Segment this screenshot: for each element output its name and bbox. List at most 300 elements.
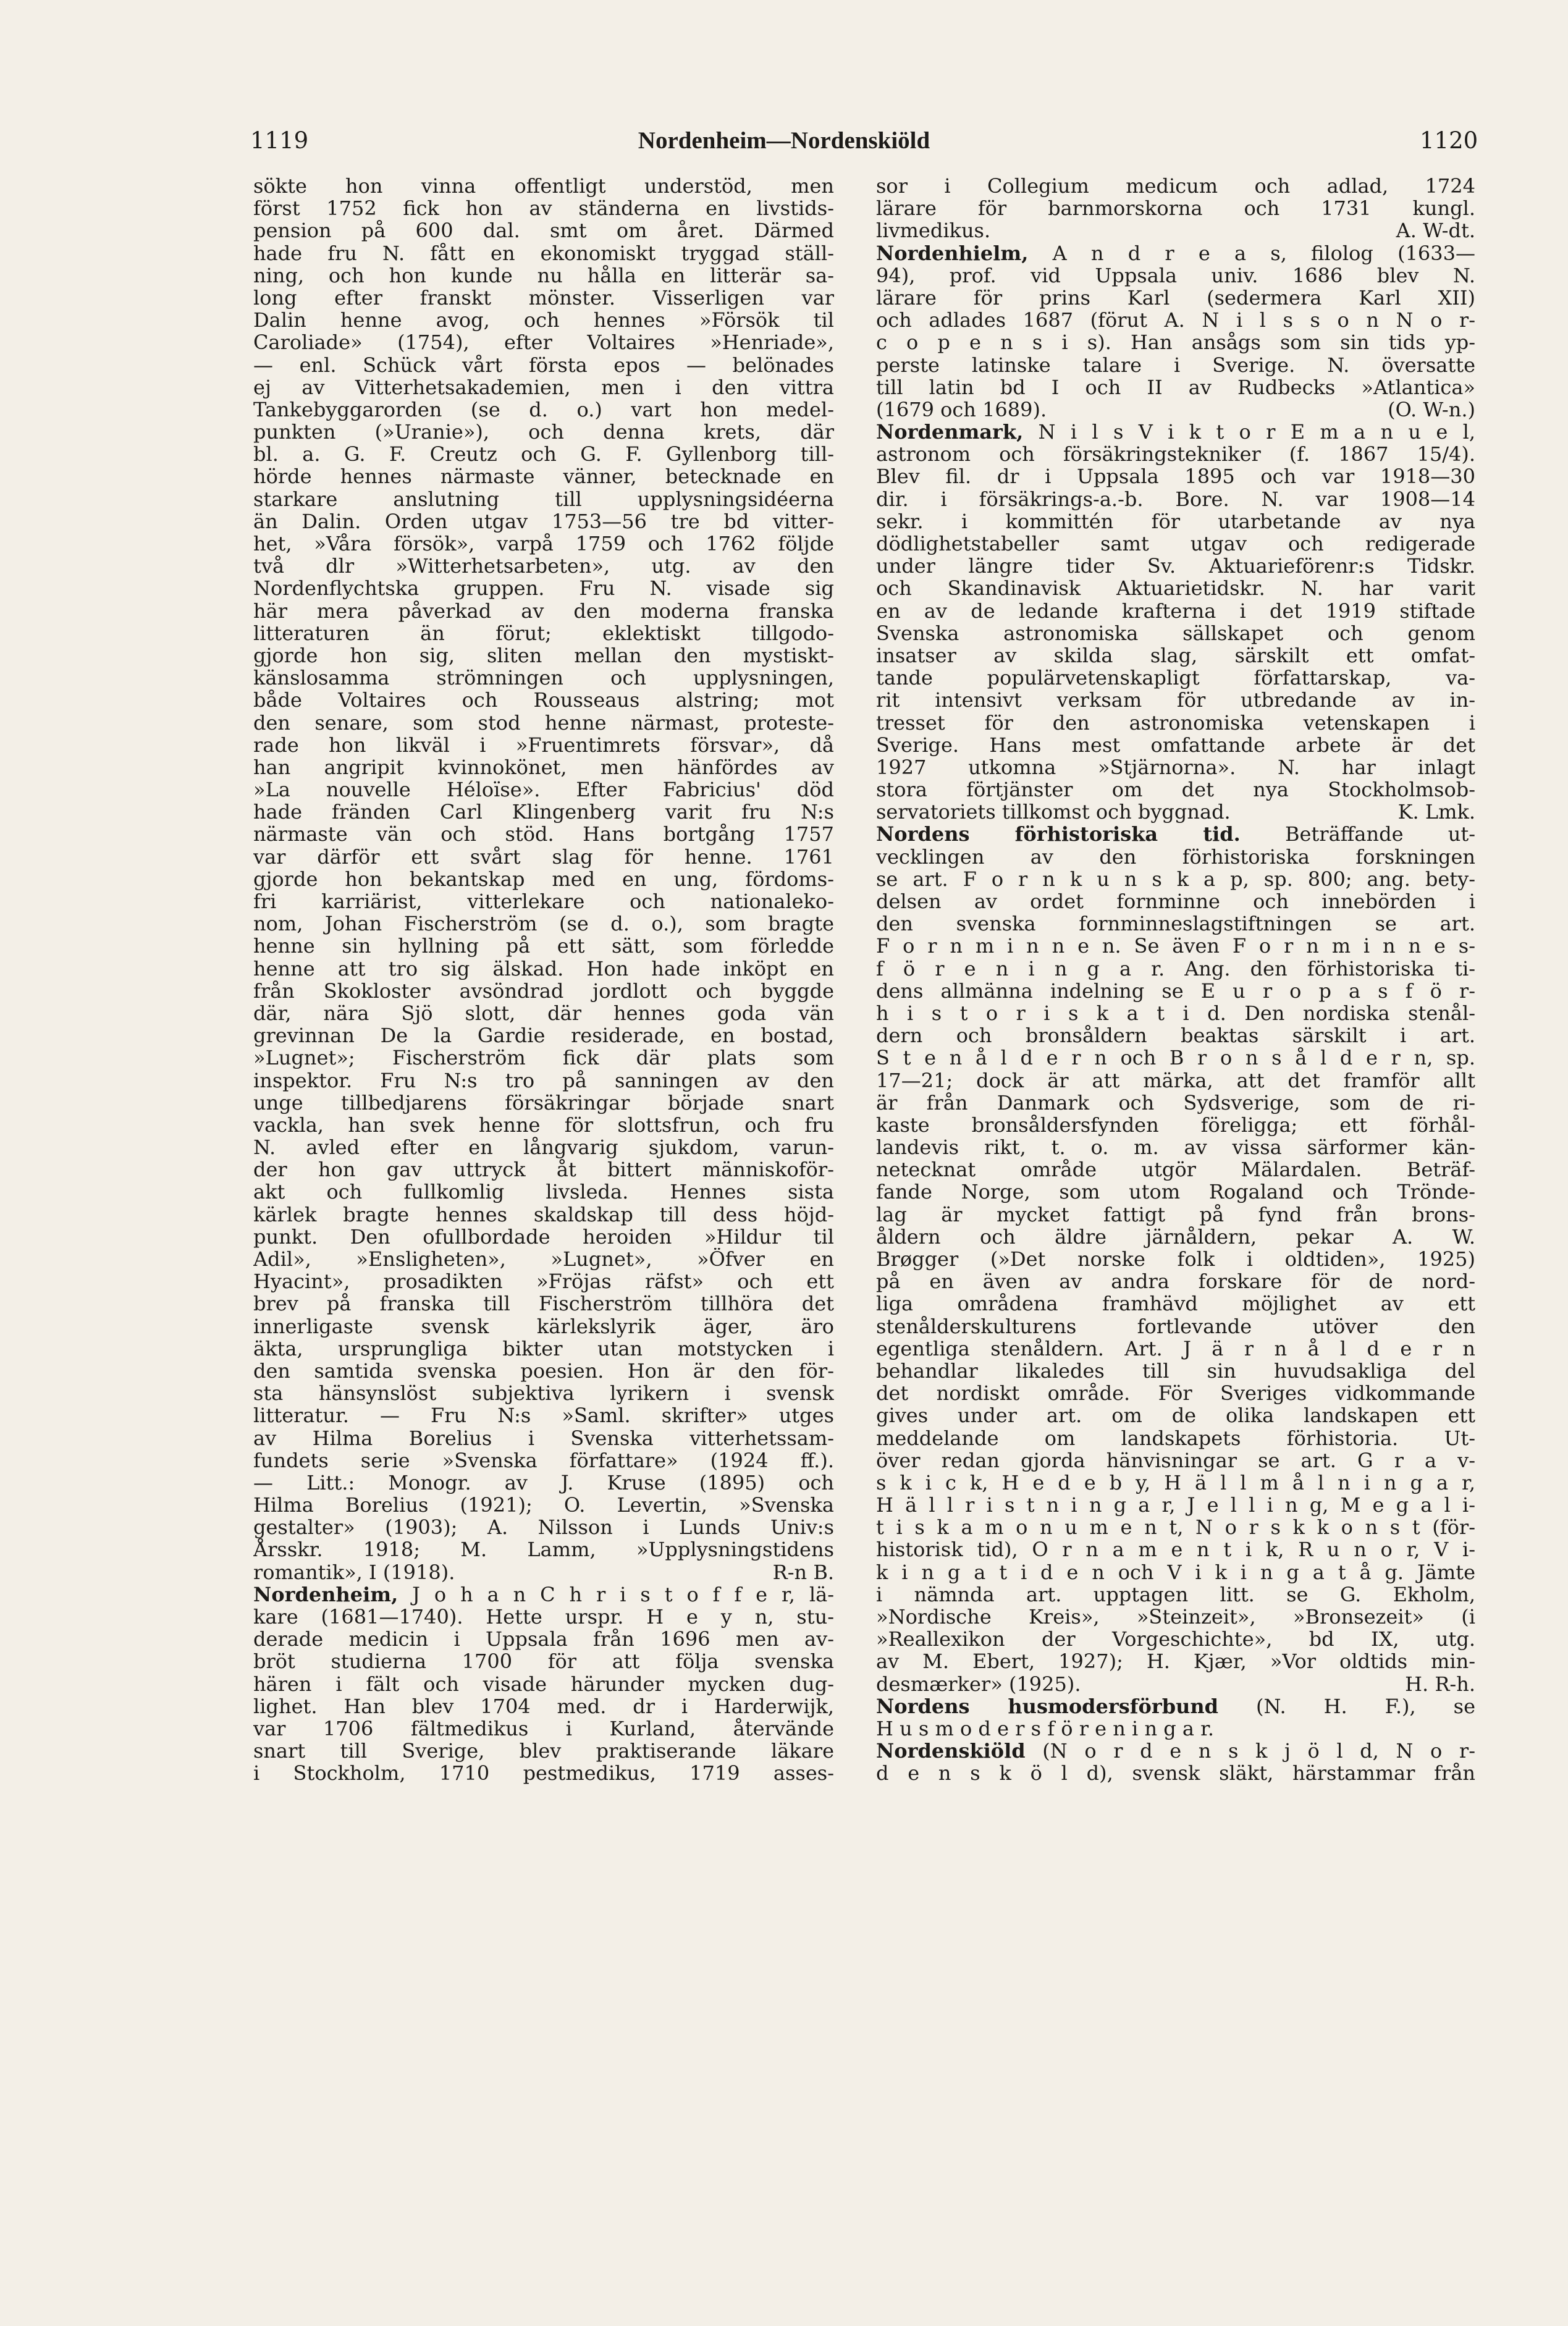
text-line xyxy=(253,488,834,510)
text-line xyxy=(253,1181,834,1203)
line-text: litteratur. — Fru N:s »Saml. skrifter» utges xyxy=(253,1404,834,1427)
line-text: hade fränden Carl Klingenberg varit fru N:s xyxy=(253,801,834,824)
line-text: där, nära Sjö slott, där hennes goda vän xyxy=(253,1001,834,1025)
line-text: punkt. Den ofullbordade heroiden »Hildur til xyxy=(253,1225,834,1248)
text-line xyxy=(876,331,1475,353)
author-signature: K. Lmk. xyxy=(1397,801,1475,824)
text-line xyxy=(876,1494,1475,1516)
text-line xyxy=(253,175,834,197)
text-line xyxy=(253,1338,834,1360)
text-line xyxy=(876,1069,1475,1092)
line-text: (1679 och 1689). xyxy=(876,398,1047,421)
line-text: Svenska astronomiska sällskapet och genom xyxy=(876,622,1475,644)
text-line xyxy=(876,1315,1475,1338)
line-text: lärare för barnmorskorna och 1731 kungl. xyxy=(876,197,1475,220)
line-text: över redan gjorda hänvisningar se art. G r a v- xyxy=(876,1449,1475,1472)
line-text: starkare anslutning till upplysningsidéerna xyxy=(253,487,834,510)
line-text: netecknat område utgör Mälardalen. Beträf- xyxy=(876,1158,1475,1181)
text-line xyxy=(253,1136,834,1158)
line-text: N. avled efter en långvarig sjukdom, varun- xyxy=(253,1136,834,1159)
text-line xyxy=(876,488,1475,510)
author-signature: R-n B. xyxy=(772,1561,834,1583)
text-line xyxy=(253,219,834,242)
line-text: lag är mycket fattigt på fynd från brons- xyxy=(876,1203,1475,1226)
line-text: dern och bronsåldern beaktas särskilt i art. xyxy=(876,1024,1475,1047)
text-line xyxy=(876,1561,1475,1583)
text-line xyxy=(876,264,1475,287)
line-text: sökte hon vinna offentligt understöd, men xyxy=(253,175,834,198)
line-text: kaste bronsåldersfynden föreligga; ett förhål- xyxy=(876,1113,1475,1137)
line-text: den samtida svenska poesien. Hon är den för- xyxy=(253,1359,834,1383)
line-text: servatoriets tillkomst och byggnad. xyxy=(876,801,1231,824)
line-text: först 1752 fick hon av ständerna en livstids- xyxy=(253,197,834,220)
text-line xyxy=(876,287,1475,309)
text-line xyxy=(253,958,834,980)
line-text: vackla, han svek henne för slottsfrun, och fru xyxy=(253,1113,834,1137)
line-text: long efter franskt mönster. Visserligen var xyxy=(253,286,834,310)
line-text: dir. i försäkrings-a.-b. Bore. N. var 1908—14 xyxy=(876,487,1475,510)
line-text: och Skandinavisk Aktuarietidskr. N. har varit xyxy=(876,577,1475,600)
text-line xyxy=(253,1114,834,1136)
text-line xyxy=(876,376,1475,398)
text-line xyxy=(253,354,834,376)
text-line xyxy=(253,890,834,912)
text-line xyxy=(253,421,834,443)
line-text: brev på franska till Fischerström tillhöra det xyxy=(253,1292,834,1315)
line-text: lärare för prins Karl (sedermera Karl XII) xyxy=(876,286,1475,310)
right-column xyxy=(876,175,1475,1785)
text-line xyxy=(876,443,1475,465)
entry-first-line xyxy=(253,1583,834,1606)
line-text: tresset för den astronomiska vetenskapen i xyxy=(876,711,1475,734)
text-line xyxy=(876,1226,1475,1248)
line-text: der hon gav uttryck åt bittert människoför- xyxy=(253,1158,834,1181)
line-text: henne sin hyllning på ett sätt, som förledde xyxy=(253,935,834,958)
line-text: den senare, som stod henne närmast, proteste- xyxy=(253,711,834,734)
text-line xyxy=(876,1338,1475,1360)
text-line xyxy=(876,846,1475,868)
text-line xyxy=(876,1158,1475,1181)
line-text: under längre tider Sv. Aktuarieförenr:s Tidskr. xyxy=(876,555,1475,578)
text-line xyxy=(253,1762,834,1784)
text-line xyxy=(253,1404,834,1426)
line-text: A n d r e a s, filolog (1633— xyxy=(1028,242,1475,264)
text-line xyxy=(253,577,834,599)
text-line xyxy=(253,1628,834,1650)
line-text: av M. Ebert, 1927); H. Kjær, »Vor oldtids min- xyxy=(876,1650,1475,1673)
text-line xyxy=(253,1538,834,1561)
text-line xyxy=(253,644,834,667)
text-line xyxy=(876,980,1475,1002)
line-text: det nordiskt område. För Sveriges vidkommande xyxy=(876,1382,1475,1405)
text-line xyxy=(253,1226,834,1248)
text-line xyxy=(253,823,834,845)
line-text: Brøgger (»Det norske folk i oldtiden», 1925) xyxy=(876,1248,1475,1271)
line-text: gjorde hon bekantskap med en ung, fördoms- xyxy=(253,867,834,890)
line-text: Hilma Borelius (1921); O. Levertin, »Svenska xyxy=(253,1494,834,1517)
line-text: innerligaste svensk kärlekslyrik äger, äro xyxy=(253,1315,834,1338)
line-text: nom, Johan Fischerström (se d. o.), som bragte xyxy=(253,912,834,935)
text-line xyxy=(876,1628,1475,1650)
text-line xyxy=(253,533,834,555)
line-text: han angripit kvinnokönet, men hänfördes av xyxy=(253,756,834,779)
text-line xyxy=(253,1427,834,1449)
line-text: 17—21; dock är att märka, att det framför allt xyxy=(876,1069,1475,1092)
text-line xyxy=(253,622,834,644)
text-line xyxy=(876,1427,1475,1449)
text-line xyxy=(253,1315,834,1338)
line-text: ej av Vitterhetsakademien, men i den vittra xyxy=(253,376,834,398)
text-line xyxy=(253,242,834,264)
line-text: grevinnan De la Gardie residerade, en bostad, xyxy=(253,1024,834,1047)
text-line xyxy=(253,510,834,533)
entry-headword: Nordens husmodersförbund xyxy=(876,1695,1219,1717)
line-text: unge tillbedjarens försäkringar började snart xyxy=(253,1091,834,1114)
text-line xyxy=(253,555,834,577)
text-line xyxy=(253,801,834,823)
text-line xyxy=(253,443,834,465)
line-text: stenålderskulturens fortlevande utöver den xyxy=(876,1315,1475,1338)
text-line xyxy=(253,1516,834,1538)
line-text: meddelande om landskapets förhistoria. Ut- xyxy=(876,1426,1475,1449)
text-line xyxy=(876,1762,1475,1784)
line-text: sta hänsynslöst subjektiva lyrikern i svensk xyxy=(253,1382,834,1405)
line-text: en av de ledande krafterna i det 1919 stiftade xyxy=(876,599,1475,622)
line-text: landevis rikt, t. o. m. av vissa särformer kän- xyxy=(876,1136,1475,1159)
text-line xyxy=(876,756,1475,778)
text-line xyxy=(253,1047,834,1069)
line-text: bl. a. G. F. Creutz och G. F. Gyllenborg till- xyxy=(253,443,834,466)
text-line xyxy=(253,1650,834,1672)
text-line xyxy=(253,1092,834,1114)
text-line xyxy=(876,1203,1475,1226)
line-text: Tankebyggarorden (se d. o.) vart hon medel- xyxy=(253,398,834,421)
line-text: se art. F o r n k u n s k a p, sp. 800; ang. bety- xyxy=(876,867,1475,890)
line-text: — enl. Schück vårt första epos — belönades xyxy=(253,353,834,376)
text-line xyxy=(253,1695,834,1717)
text-line xyxy=(253,689,834,711)
line-text: sekr. i kommittén för utarbetande av nya xyxy=(876,510,1475,533)
text-line xyxy=(876,1382,1475,1404)
line-text: H ä l l r i s t n i n g a r, J e l l i n g, M e g a l i- xyxy=(876,1494,1475,1517)
line-text: fundets serie »Svenska författare» (1924 ff.). xyxy=(253,1449,834,1472)
text-line xyxy=(876,1136,1475,1158)
line-text: henne att tro sig älskad. Hon hade inköpt en xyxy=(253,957,834,980)
text-line xyxy=(876,1516,1475,1538)
text-line xyxy=(876,555,1475,577)
line-text: »Nordische Kreis», »Steinzeit», »Bronsezeit» (i xyxy=(876,1606,1475,1629)
line-text: 1927 utkomna »Stjärnorna». N. har inlagt xyxy=(876,756,1475,779)
text-line xyxy=(876,801,1475,823)
text-line xyxy=(253,287,834,309)
text-line xyxy=(253,868,834,890)
text-line xyxy=(253,1158,834,1181)
line-text: livmedikus. xyxy=(876,219,991,242)
page-number-left: 1119 xyxy=(250,127,309,154)
text-line xyxy=(253,1248,834,1270)
line-text: Årsskr. 1918; M. Lamm, »Upplysningstidens xyxy=(253,1538,834,1561)
text-line xyxy=(876,1092,1475,1114)
text-line xyxy=(253,376,834,398)
text-line xyxy=(876,958,1475,980)
text-line xyxy=(253,1606,834,1628)
line-text: var 1706 fältmedikus i Kurland, återvände xyxy=(253,1717,834,1740)
line-text: lighet. Han blev 1704 med. dr i Harderwijk, xyxy=(253,1695,834,1717)
line-text: här mera påverkad av den moderna franska xyxy=(253,599,834,622)
text-line xyxy=(253,1203,834,1226)
text-line xyxy=(253,1002,834,1024)
line-text: hären i fält och visade härunder mycken dug- xyxy=(253,1672,834,1695)
page-number-right: 1120 xyxy=(1420,127,1478,154)
line-text: åldern och äldre järnåldern, pekar A. W. xyxy=(876,1225,1475,1248)
line-text: gives under art. om de olika landskapen ett xyxy=(876,1404,1475,1427)
line-text: J o h a n C h r i s t o f f e r, lä- xyxy=(398,1583,834,1606)
line-text: tande populärvetenskapligt författarskap, va- xyxy=(876,667,1475,689)
text-line xyxy=(253,667,834,689)
line-text: F o r n m i n n e n. Se även F o r n m i n n e s- xyxy=(876,935,1475,958)
line-text: vecklingen av den förhistoriska forskningen xyxy=(876,845,1475,868)
line-text: »Lugnet»; Fischerström fick där plats som xyxy=(253,1047,834,1069)
text-line xyxy=(253,756,834,778)
line-text: astronom och försäkringstekniker (f. 1867 15/4). xyxy=(876,443,1475,466)
author-signature: A. W-dt. xyxy=(1396,219,1475,242)
line-text: Adil», »Ensligheten», »Lugnet», »Öfver en xyxy=(253,1248,834,1271)
text-line xyxy=(253,465,834,487)
text-line xyxy=(876,1047,1475,1069)
entry-headword: Nordenskiöld xyxy=(876,1740,1026,1763)
line-text: hade fru N. fått en ekonomiskt tryggad ställ- xyxy=(253,242,834,264)
line-text: behandlar likaledes till sin huvudsakliga del xyxy=(876,1359,1475,1383)
text-line xyxy=(876,1606,1475,1628)
line-text: insatser av skilda slag, särskilt ett omfat- xyxy=(876,644,1475,667)
text-line xyxy=(253,1740,834,1762)
line-text: än Dalin. Orden utgav 1753—56 tre bd vitter- xyxy=(253,510,834,533)
line-text: två dlr »Witterhetsarbeten», utg. av den xyxy=(253,555,834,578)
text-line xyxy=(876,667,1475,689)
line-text: 94), prof. vid Uppsala univ. 1686 blev N. xyxy=(876,264,1475,287)
entry-first-line xyxy=(876,242,1475,264)
line-text: gestalter» (1903); A. Nilsson i Lunds Univ:s xyxy=(253,1516,834,1539)
line-text: romantik», I (1918). xyxy=(253,1561,455,1583)
line-text: Beträffande ut- xyxy=(1240,823,1475,846)
text-line xyxy=(253,1673,834,1695)
line-text: Sverige. Hans mest omfattande arbete är det xyxy=(876,733,1475,756)
line-text: N i l s V i k t o r E m a n u e l, xyxy=(1023,421,1475,444)
text-line xyxy=(876,868,1475,890)
line-text: s k i c k, H e d e b y, H ä l l m å l n i n g a r, xyxy=(876,1471,1475,1494)
text-line xyxy=(876,533,1475,555)
line-text: »La nouvelle Héloïse». Efter Fabricius' död xyxy=(253,778,834,801)
text-line xyxy=(253,734,834,756)
text-line xyxy=(876,644,1475,667)
text-line xyxy=(253,1494,834,1516)
line-text: var därför ett svårt slag för henne. 1761 xyxy=(253,845,834,868)
text-line xyxy=(253,264,834,287)
line-text: »Reallexikon der Vorgeschichte», bd IX, utg. xyxy=(876,1628,1475,1651)
line-text: Dalin henne avog, och hennes »Försök til xyxy=(253,309,834,332)
author-signature: (O. W-n.) xyxy=(1388,398,1475,421)
text-line xyxy=(253,1292,834,1315)
text-line xyxy=(876,1248,1475,1270)
entry-first-line xyxy=(876,1740,1475,1762)
text-line xyxy=(253,1270,834,1292)
line-text: kärlek bragte hennes skaldskap till dess höjd- xyxy=(253,1203,834,1226)
line-text: rade hon likväl i »Fruentimrets försvar», då xyxy=(253,733,834,756)
line-text: liga områdena framhävd möjlighet av ett xyxy=(876,1292,1475,1315)
text-line xyxy=(876,398,1475,421)
text-line xyxy=(253,1561,834,1583)
text-line xyxy=(253,600,834,622)
line-text: desmærker» (1925). xyxy=(876,1672,1081,1695)
line-text: dens allmänna indelning se E u r o p a s f ö r- xyxy=(876,979,1475,1002)
text-line xyxy=(876,1583,1475,1606)
text-line xyxy=(876,1024,1475,1047)
text-line xyxy=(876,778,1475,801)
line-text: både Voltaires och Rousseaus alstring; mot xyxy=(253,689,834,712)
text-line xyxy=(253,1472,834,1494)
text-line xyxy=(253,712,834,734)
line-text: gjorde hon sig, sliten mellan den mystiskt- xyxy=(253,644,834,667)
line-text: rit intensivt verksam för utbredande av in- xyxy=(876,689,1475,712)
line-text: punkten (»Uranie»), och denna krets, där xyxy=(253,421,834,444)
line-text: (N o r d e n s k j ö l d, N o r- xyxy=(1025,1740,1475,1763)
text-line xyxy=(876,1002,1475,1024)
line-text: Nordenflychtska gruppen. Fru N. visade sig xyxy=(253,577,834,600)
line-text: äkta, ursprungliga bikter utan motstycken i xyxy=(253,1337,834,1360)
text-line xyxy=(253,398,834,421)
line-text: till latin bd I och II av Rudbecks »Atlantica» xyxy=(876,376,1475,398)
text-line xyxy=(876,1538,1475,1561)
line-text: Blev fil. dr i Uppsala 1895 och var 1918—30 xyxy=(876,465,1475,488)
line-text: H u s m o d e r s f ö r e n i n g a r. xyxy=(876,1717,1215,1740)
text-line xyxy=(253,1717,834,1740)
text-line xyxy=(876,912,1475,935)
text-line xyxy=(876,935,1475,957)
running-head: Nordenheim—Nordenskiöld xyxy=(638,127,930,154)
text-line xyxy=(253,1360,834,1382)
text-line xyxy=(876,600,1475,622)
line-text: känslosamma strömningen och upplysningen, xyxy=(253,667,834,689)
text-line xyxy=(253,1069,834,1092)
line-text: — Litt.: Monogr. av J. Kruse (1895) och xyxy=(253,1471,834,1494)
line-text: h i s t o r i s k a t i d. Den nordiska stenål- xyxy=(876,1001,1475,1025)
line-text: dödlighetstabeller samt utgav och redigerade xyxy=(876,533,1475,555)
line-text: (N. H. F.), se xyxy=(1218,1695,1475,1717)
line-text: litteraturen än förut; eklektiskt tillgodo- xyxy=(253,622,834,644)
text-line xyxy=(253,980,834,1002)
line-text: inspektor. Fru N:s tro på sanningen av den xyxy=(253,1069,834,1092)
text-line xyxy=(253,197,834,219)
line-text: delsen av ordet fornminne och innebörden i xyxy=(876,890,1475,913)
entry-first-line xyxy=(876,1695,1475,1717)
line-text: k i n g a t i d e n och V i k i n g a t å g. Jämte xyxy=(876,1561,1475,1583)
text-line xyxy=(876,1114,1475,1136)
text-line xyxy=(253,1382,834,1404)
text-line xyxy=(253,331,834,353)
entry-first-line xyxy=(876,823,1475,845)
line-text: närmaste vän och stöd. Hans bortgång 1757 xyxy=(253,823,834,846)
entry-headword: Nordenmark, xyxy=(876,421,1024,444)
entry-first-line xyxy=(876,421,1475,443)
text-line xyxy=(876,622,1475,644)
entry-headword: Nordenhielm, xyxy=(876,242,1029,264)
text-line xyxy=(876,1673,1475,1695)
line-text: fande Norge, som utom Rogaland och Tröndе- xyxy=(876,1181,1475,1203)
line-text: fri karriärist, vitterlekare och nationaleko- xyxy=(253,890,834,913)
text-line xyxy=(876,734,1475,756)
text-line xyxy=(876,689,1475,711)
line-text: perste latinske talare i Sverige. N. översatte xyxy=(876,353,1475,376)
left-column xyxy=(253,175,834,1785)
line-text: Hyacint», prosadikten »Fröjas räfst» och ett xyxy=(253,1270,834,1293)
text-line xyxy=(876,1360,1475,1382)
text-line xyxy=(876,309,1475,331)
text-line xyxy=(253,778,834,801)
text-line xyxy=(876,510,1475,533)
text-line xyxy=(253,1024,834,1047)
text-line xyxy=(876,1472,1475,1494)
text-line xyxy=(253,846,834,868)
line-text: t i s k a m o n u m e n t, N o r s k k o n s t (för- xyxy=(876,1516,1475,1539)
line-text: het, »Våra försök», varpå 1759 och 1762 följde xyxy=(253,533,834,555)
line-text: och adlades 1687 (förut A. N i l s s o n N o r- xyxy=(876,309,1475,332)
text-line xyxy=(876,1404,1475,1426)
line-text: c o p e n s i s). Han ansågs som sin tids yp- xyxy=(876,331,1475,354)
line-text: Caroliade» (1754), efter Voltaires »Henriade», xyxy=(253,331,834,354)
line-text: historisk tid), O r n a m e n t i k, R u n o r, V i- xyxy=(876,1538,1475,1561)
text-line xyxy=(876,1449,1475,1472)
text-line xyxy=(876,577,1475,599)
entry-headword: Nordenheim, xyxy=(253,1583,398,1606)
line-text: kare (1681—1740). Hette urspr. H e y n, stu- xyxy=(253,1606,834,1629)
line-text: pension på 600 dal. smt om året. Därmed xyxy=(253,219,834,242)
line-text: snart till Sverige, blev praktiserande läkare xyxy=(253,1740,834,1763)
line-text: stora förtjänster om det nya Stockholmsob- xyxy=(876,778,1475,801)
author-signature: H. R-h. xyxy=(1405,1672,1475,1695)
line-text: är från Danmark och Sydsverige, som de ri- xyxy=(876,1091,1475,1114)
text-line xyxy=(876,1181,1475,1203)
line-text: av Hilma Borelius i Svenska vitterhetssam- xyxy=(253,1426,834,1449)
text-line xyxy=(876,890,1475,912)
text-line xyxy=(253,1449,834,1472)
line-text: akt och fullkomlig livsleda. Hennes sista xyxy=(253,1181,834,1203)
text-line xyxy=(876,712,1475,734)
text-line xyxy=(876,354,1475,376)
line-text: derade medicin i Uppsala från 1696 men av- xyxy=(253,1628,834,1651)
text-line xyxy=(876,1650,1475,1672)
text-line xyxy=(253,309,834,331)
line-text: d e n s k ö l d), svensk släkt, härstammar från xyxy=(876,1762,1475,1785)
line-text: ning, och hon kunde nu hålla en litterär sa- xyxy=(253,264,834,287)
line-text: bröt studierna 1700 för att följa svenska xyxy=(253,1650,834,1673)
text-line xyxy=(876,1270,1475,1292)
line-text: sor i Collegium medicum och adlad, 1724 xyxy=(876,175,1475,198)
entry-headword: Nordens förhistoriska tid. xyxy=(876,823,1241,846)
line-text: den svenska fornminneslagstiftningen se art. xyxy=(876,912,1475,935)
line-text: hörde hennes närmaste vänner, betecknade en xyxy=(253,465,834,488)
line-text: f ö r e n i n g a r. Ang. den förhistoriska ti- xyxy=(876,957,1475,980)
line-text: i nämnda art. upptagen litt. se G. Ekholm, xyxy=(876,1583,1475,1606)
line-text: S t e n å l d e r n och B r o n s å l d e r n, sp. xyxy=(876,1047,1475,1069)
text-line xyxy=(876,219,1475,242)
text-line xyxy=(253,912,834,935)
text-line xyxy=(253,935,834,957)
text-line xyxy=(876,1292,1475,1315)
text-line xyxy=(876,197,1475,219)
text-line xyxy=(876,1717,1475,1740)
text-line xyxy=(876,175,1475,197)
line-text: i Stockholm, 1710 pestmedikus, 1719 asses- xyxy=(253,1762,834,1785)
